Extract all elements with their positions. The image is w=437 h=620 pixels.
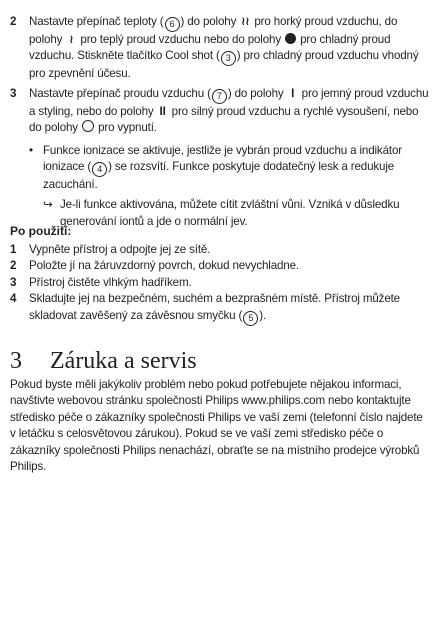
step-number: 2 <box>10 15 17 28</box>
strong-airflow-icon: II <box>159 104 166 118</box>
result-arrow-icon: ↪ <box>43 198 53 212</box>
cool-air-icon <box>285 33 296 44</box>
step-number: 1 <box>10 243 17 256</box>
section-heading <box>10 345 197 377</box>
setting-steps <box>10 14 430 230</box>
after-use-steps <box>10 242 430 326</box>
step-number: 4 <box>10 292 17 306</box>
after-use-step-1 <box>10 242 430 258</box>
bullet-icon: • <box>29 143 33 157</box>
callout-number: 6 <box>165 17 180 32</box>
hot-air-icon: ≀≀ <box>241 15 250 28</box>
step-text: Přístroj čistěte vlhkým hadříkem. <box>29 275 192 289</box>
result-text: Je-li funkce aktivována, můžete cítit zvláštní vůni. Vzniká v důsledku generování iontů a jde o normální jev. <box>60 198 400 228</box>
after-use-step-2 <box>10 258 430 274</box>
callout-number: 7 <box>212 89 227 104</box>
ionization-bullet: • Funkce ionizace se aktivuje, jestliže je vybrán proud vzduchu a indikátor ionizace ( 4 ) se rozsvítí. Funkce poskytuje dodatečný lesk a redukuje zacuchání. ↪ Je-li funkce aktivována, můžete cítit zvláštní vůni. Vzniká v důsledku generování iontů a jde o normální jev. <box>29 143 430 231</box>
step-number: 3 <box>10 86 17 100</box>
step-text: Nastavte přepínač teploty ( 6 ) do polohy ≀≀ pro horký proud vzduchu, do polohy ≀ pro teplý proud vzduchu nebo do polohy pro chladný proud vzduchu. Stiskněte tlačítko Cool shot ( 3 ) pro chladný proud vzduchu vhodný pro zpevnění účesu. <box>29 15 419 81</box>
warm-air-icon: ≀ <box>69 33 74 46</box>
section-title: Záruka a servis <box>50 348 197 374</box>
step-2 <box>10 14 430 83</box>
step-text: Položte jí na žáruvzdorný povrch, dokud nevychladne. <box>29 259 299 273</box>
gentle-airflow-icon: I <box>291 86 295 100</box>
result-note <box>43 197 430 230</box>
step-text: Nastavte přepínač proudu vzduchu ( 7 ) do polohy I pro jemný proud vzduchu a styling, nebo do polohy II pro silný proud vzduchu a rychlé vysoušení, nebo do polohy pro vypnutí. • Funkce ionizace se aktivuje, jestliže je vybrán proud vzduchu a indikátor ionizace ( 4 ) se rozsvítí. Funkce poskytuje dodatečný lesk a redukuje zacuchání. ↪ Je-li funkce aktivována, můžete cítit zvláštní vůni. Vzniká v důsledku generování iontů a jde o normální jev. <box>29 86 430 230</box>
step-number: 2 <box>10 259 17 273</box>
step-number: 3 <box>10 275 17 289</box>
after-use-step-4 <box>10 291 430 325</box>
callout-number: 5 <box>243 311 258 326</box>
callout-number: 3 <box>221 51 236 66</box>
off-position-icon <box>82 120 94 132</box>
callout-number: 4 <box>92 162 107 177</box>
step-text: Vypněte přístroj a odpojte jej ze sítě. <box>29 243 211 256</box>
section-number: 3 <box>10 348 22 374</box>
warranty-paragraph: Pokud byste měli jakýkoliv problém nebo pokud potřebujete nějakou informaci, navštivte webovou stránku společnosti Philips www.philips.com nebo kontaktujte středisko péče o zákazníky společnosti Philips ve vaší zemi (telefonní číslo najdete v letáčku s celosvětovou zárukou). Pokud se ve vaší zemi středisko péče o zákazníky společnosti Philips nenachází, obraťte se na místního prodejce výrobků Philips. <box>10 378 423 474</box>
step-3 <box>10 86 430 230</box>
after-use-step-3 <box>10 275 430 291</box>
step-text: Skladujte jej na bezpečném, suchém a bezprašném místě. Přístroj můžete skladovat zavěšený za závěsnou smyčku ( 5 ). <box>29 291 430 325</box>
after-use-heading: Po použití: <box>10 224 72 238</box>
